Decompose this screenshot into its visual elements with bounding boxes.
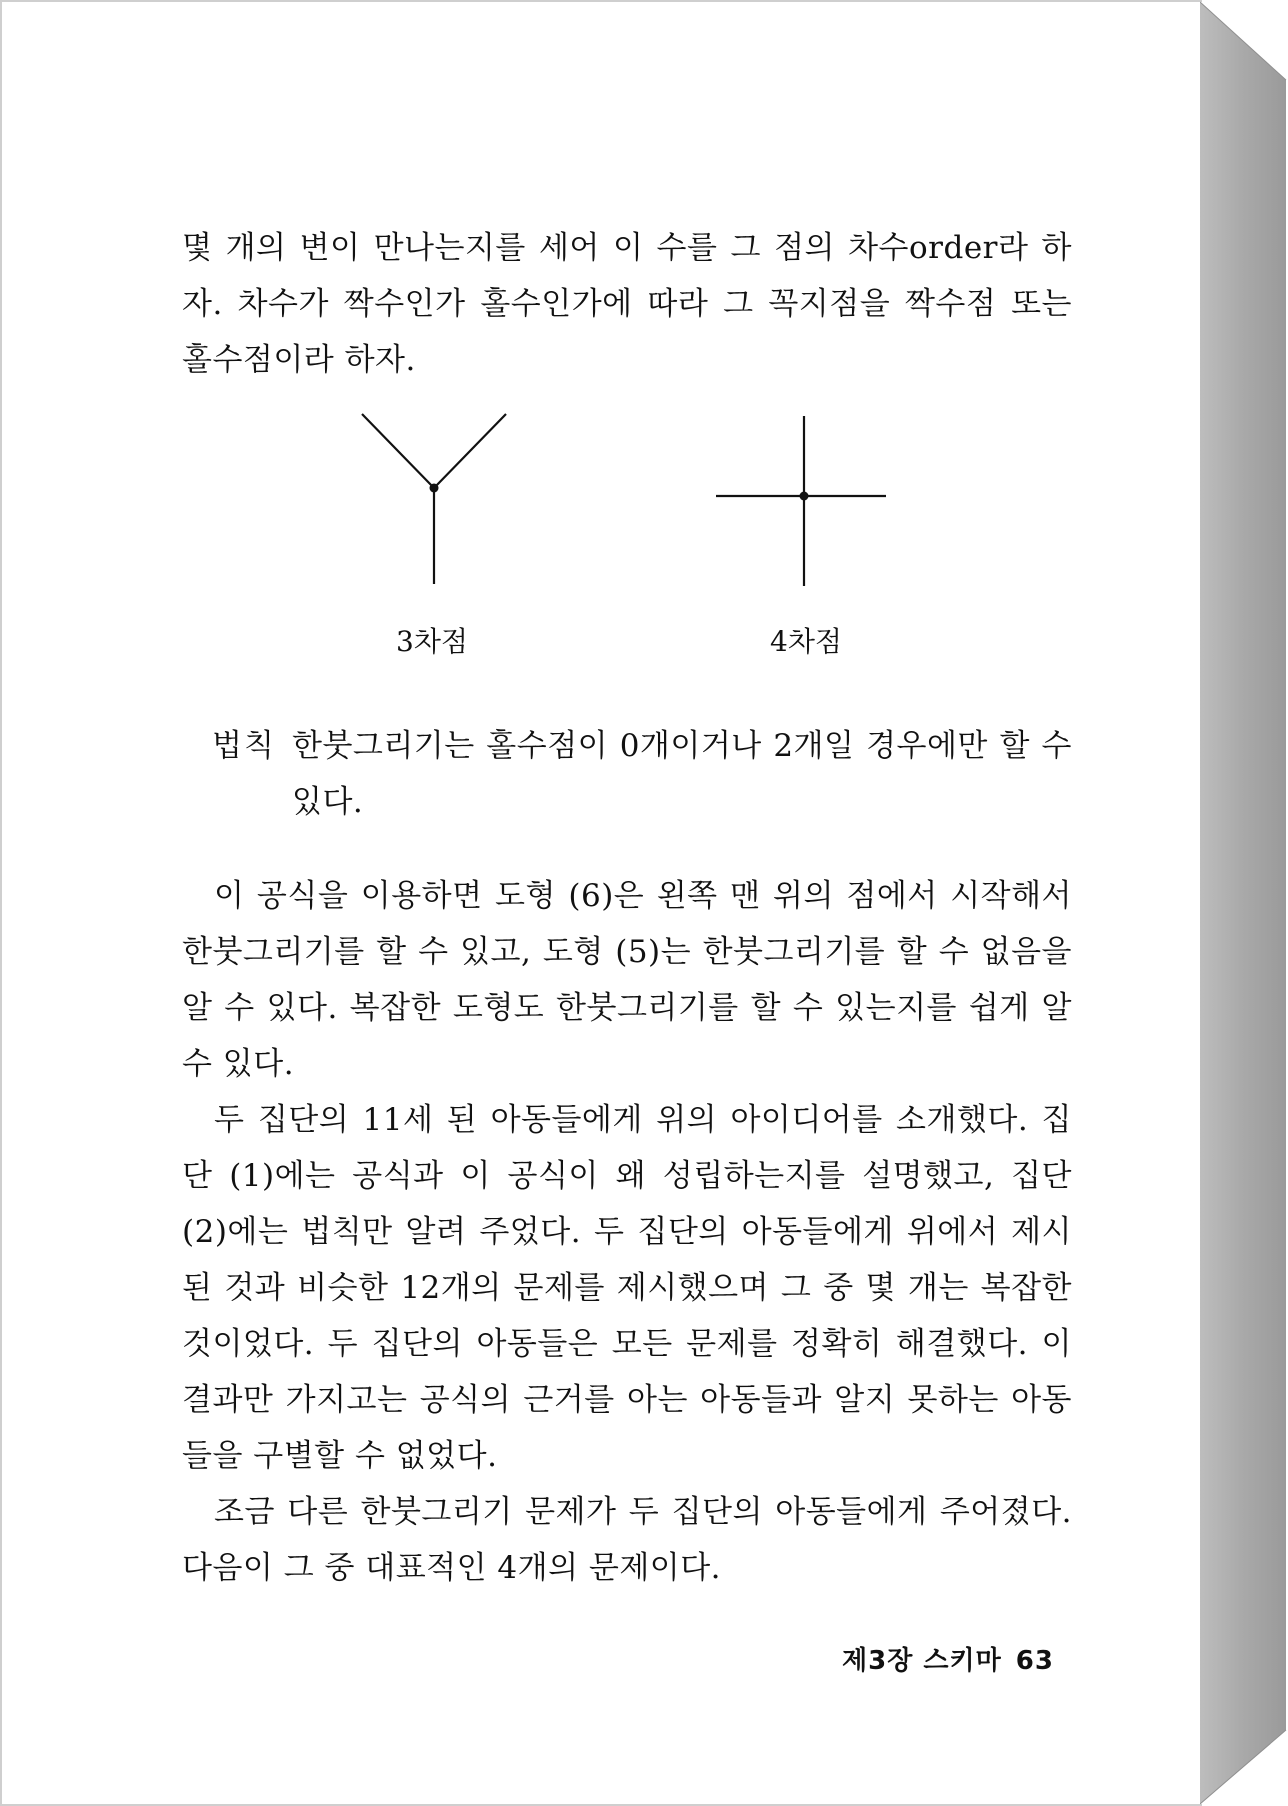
degree-3-vertex-diagram [362, 414, 506, 584]
paragraph: 이 공식을 이용하면 도형 (6)은 왼쪽 맨 위의 점에서 시작해서 한붓그리기를 할 수 있고, 도형 (5)는 한붓그리기를 할 수 없음을 알 수 있다. 복잡한 도형도 한붓그리기를 할 수 있는지를 쉽게 알 수 있다. [182, 878, 1072, 1082]
paragraph: 조금 다른 한붓그리기 문제가 두 집단의 아동들에게 주어졌다. 다음이 그 중 대표적인 4개의 문제이다. [182, 1494, 1072, 1586]
degree-4-vertex-diagram [716, 416, 886, 586]
body-text [182, 868, 1072, 1596]
degree-4-label: 4차점 [770, 625, 842, 658]
degree-3-label: 3차점 [396, 625, 468, 658]
rule-title: 법칙 [212, 728, 276, 764]
book-edge [1200, 0, 1288, 1806]
vertex-degree-figure [342, 402, 902, 592]
page-footer [842, 1640, 1054, 1677]
page-number: 63 [1015, 1646, 1054, 1676]
chapter-title: 제3장 스키마 [842, 1646, 1002, 1676]
rule-text: 한붓그리기는 홀수점이 0개이거나 2개일 경우에만 할 수 있다. [292, 728, 1072, 820]
paragraph: 두 집단의 11세 된 아동들에게 위의 아이디어를 소개했다. 집단 (1)에는 공식과 이 공식이 왜 성립하는지를 설명했고, 집단 (2)에는 법칙만 알려 주었다. 두 집단의 아동들에게 위에서 제시된 것과 비슷한 12개의 문제를 제시했으며 그 중 몇 개는 복잡한 것이었다. 두 집단의 아동들은 모든 문제를 정확히 해결했다. 이 결과만 가지고는 공식의 근거를 아는 아동들과 알지 못하는 아동들을 구별할 수 없었다. [182, 1102, 1072, 1474]
intro-paragraph [182, 220, 1072, 388]
intro-text: 몇 개의 변이 만나는지를 세어 이 수를 그 점의 차수order라 하자. 차수가 짝수인가 홀수인가에 따라 그 꼭지점을 짝수점 또는 홀수점이라 하자. [182, 230, 1072, 378]
rule-statement [212, 718, 1072, 830]
